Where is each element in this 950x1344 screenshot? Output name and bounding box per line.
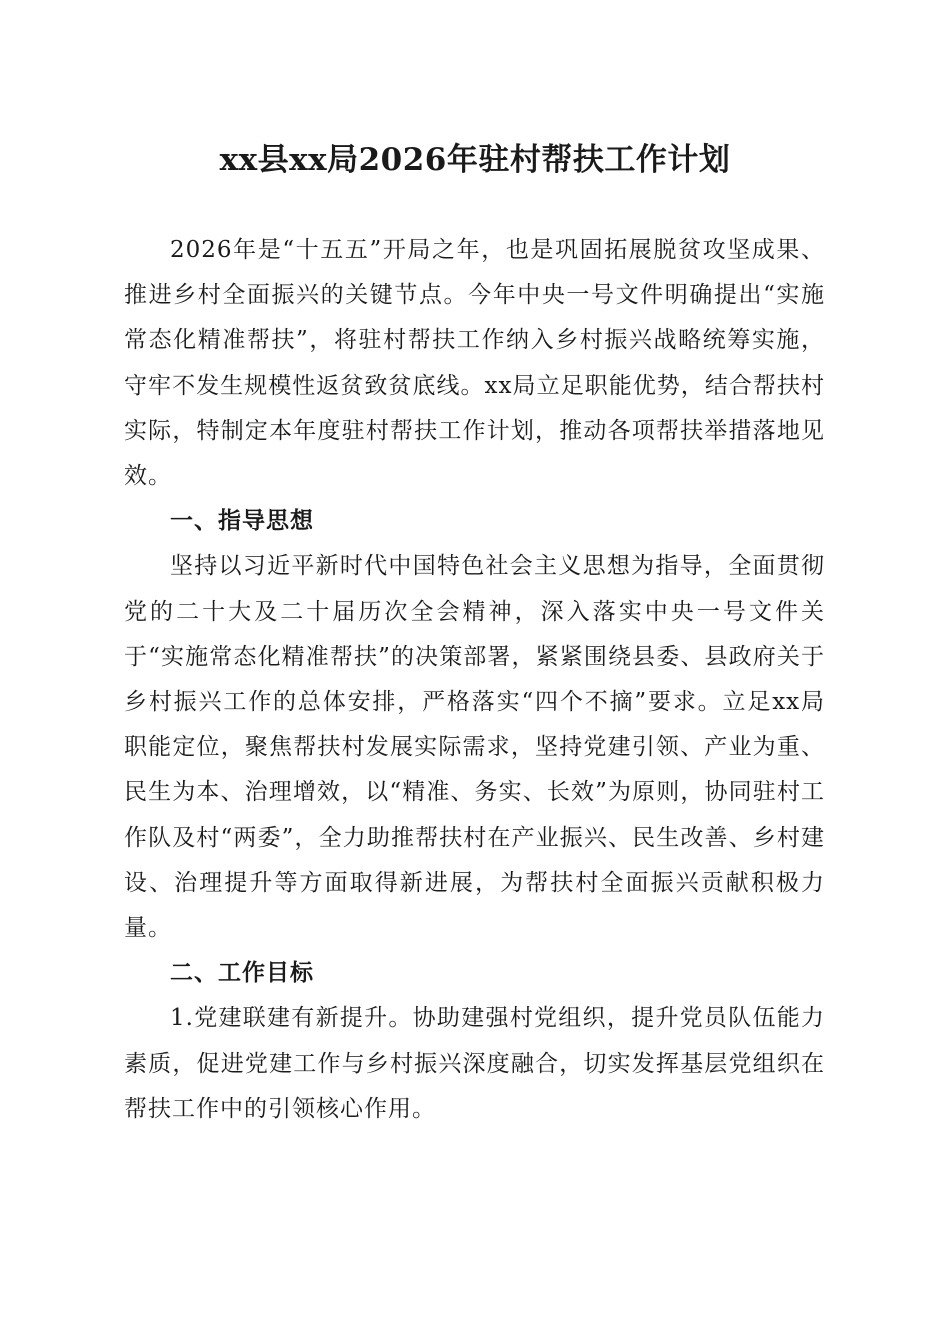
work-goal-item-1: 1.党建联建有新提升。协助建强村党组织，提升党员队伍能力素质，促进党建工作与乡村振兴深度融合，切实发挥基层党组织在帮扶工作中的引领核心作用。 xyxy=(124,1005,825,1122)
document-title: xx县xx局2026年驻村帮扶工作计划 xyxy=(219,142,731,178)
section-heading-guiding-thought: 一、指导思想 xyxy=(170,508,314,535)
document-body xyxy=(124,228,825,1132)
section-heading-work-goals: 二、工作目标 xyxy=(170,960,314,987)
intro-paragraph: 2026年是“十五五”开局之年，也是巩固拓展脱贫攻坚成果、推进乡村全面振兴的关键节点。今年中央一号文件明确提出“实施常态化精准帮扶”，将驻村帮扶工作纳入乡村振兴战略统筹实施，守牢不发生规模性返贫致贫底线。xx局立足职能优势，结合帮扶村实际，特制定本年度驻村帮扶工作计划，推动各项帮扶举措落地见效。 xyxy=(124,237,825,490)
guiding-thought-paragraph: 坚持以习近平新时代中国特色社会主义思想为指导，全面贯彻党的二十大及二十届历次全会精神，深入落实中央一号文件关于“实施常态化精准帮扶”的决策部署，紧紧围绕县委、县政府关于乡村振兴工作的总体安排，严格落实“四个不摘”要求。立足xx局职能定位，聚焦帮扶村发展实际需求，坚持党建引领、产业为重、民生为本、治理增效，以“精准、务实、长效”为原则，协同驻村工作队及村“两委”，全力助推帮扶村在产业振兴、民生改善、乡村建设、治理提升等方面取得新进展，为帮扶村全面振兴贡献积极力量。 xyxy=(124,553,825,942)
